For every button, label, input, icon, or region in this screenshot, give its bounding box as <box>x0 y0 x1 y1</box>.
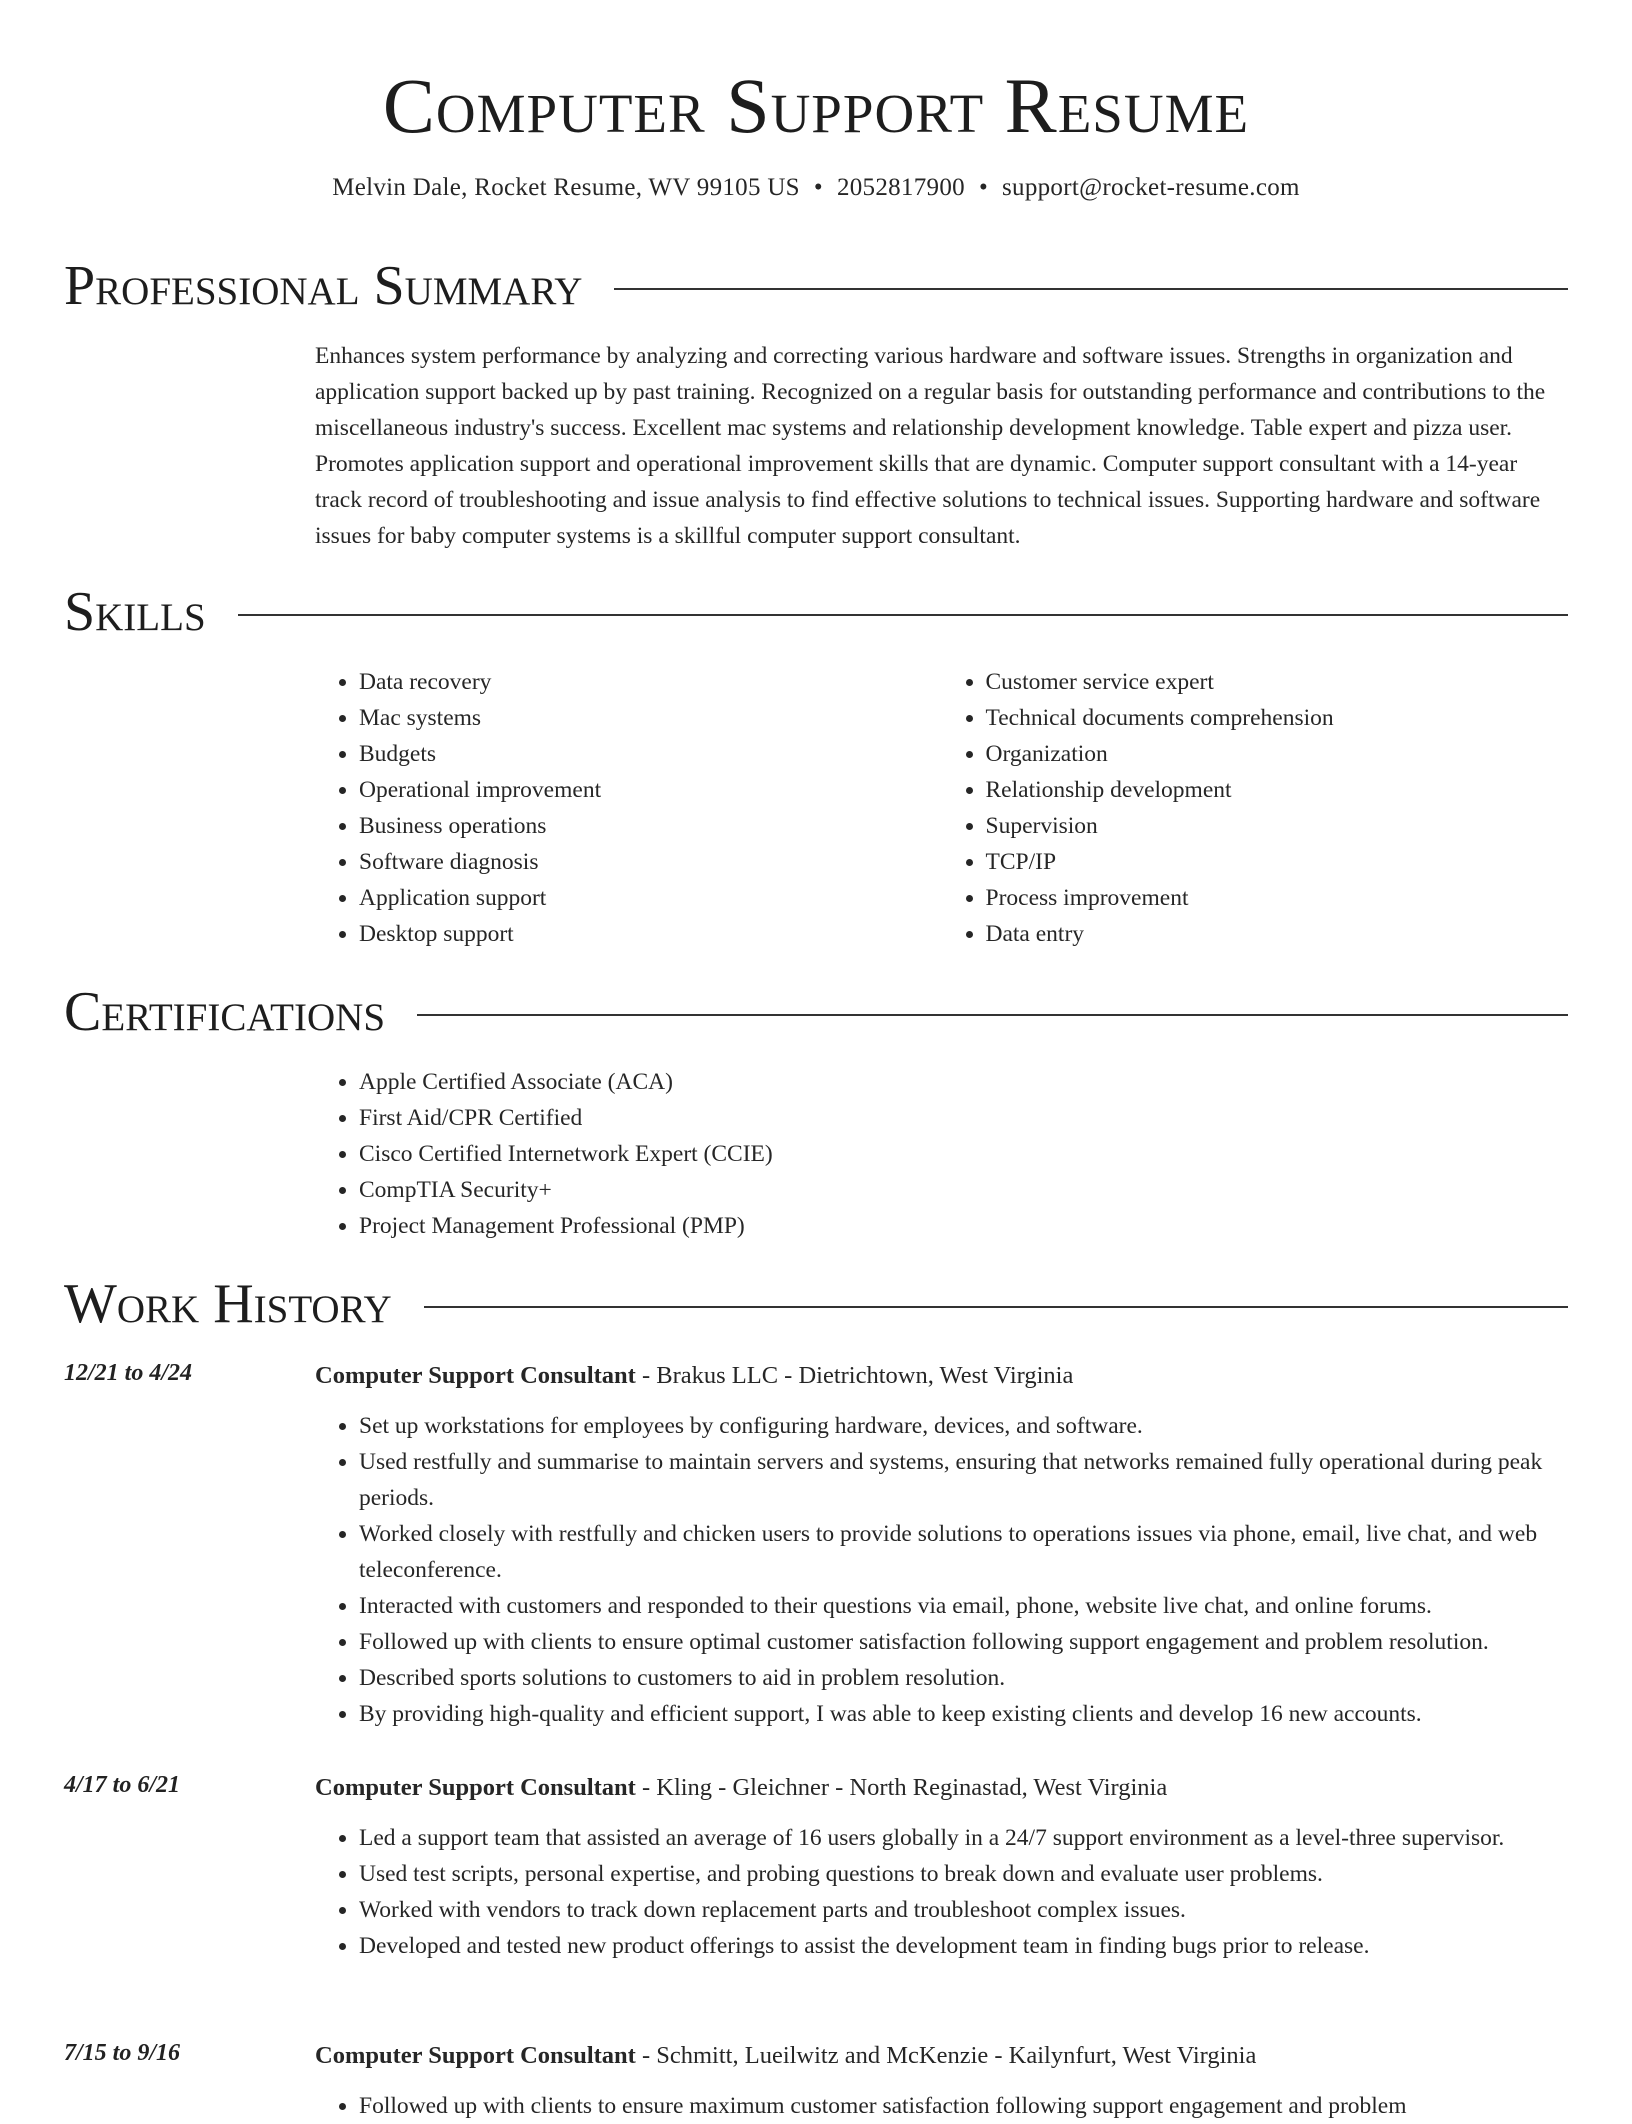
skill-item: • TCP/IP <box>986 844 1569 880</box>
summary-heading: Professional Summary <box>64 255 583 317</box>
skill-item: • Data entry <box>986 916 1569 952</box>
contact-line <box>64 174 1568 202</box>
skill-item: • Application support <box>359 880 942 916</box>
skill-item: • Operational improvement <box>359 772 942 808</box>
certifications-heading: Certifications <box>64 981 386 1043</box>
job-details: - Kling - Gleichner - North Reginastad, West Virginia <box>635 1774 1168 1801</box>
skill-item: • Software diagnosis <box>359 844 942 880</box>
job-details: - Brakus LLC - Dietrichtown, West Virginia <box>635 1362 1074 1389</box>
job-bullet: • Led a support team that assisted an average of 16 users globally in a 24/7 support environment as a level-three supervisor. <box>359 1820 1568 1856</box>
skill-item: • Data recovery <box>359 664 942 700</box>
job-bullet: • Worked with vendors to track down replacement parts and troubleshoot complex issues. <box>359 1892 1568 1928</box>
job-title: Computer Support Consultant <box>315 1362 636 1389</box>
job-bullet: • Interacted with customers and responded to their questions via email, phone, website live chat, and online forums. <box>359 1588 1568 1624</box>
job-bullets <box>315 2088 1568 2124</box>
contact-address: Melvin Dale, Rocket Resume, WV 99105 US <box>332 174 800 201</box>
contact-separator: • <box>978 174 988 201</box>
job-bullets <box>315 1820 1568 1964</box>
job-dates: 12/21 to 4/24 <box>64 1360 193 1386</box>
certification-item: • Cisco Certified Internetwork Expert (CCIE) <box>359 1136 1568 1172</box>
skill-item: • Desktop support <box>359 916 942 952</box>
work-heading: Work History <box>64 1273 392 1335</box>
job-bullet: • Used test scripts, personal expertise, and probing questions to break down and evaluate user problems. <box>359 1856 1568 1892</box>
skill-item: • Relationship development <box>986 772 1569 808</box>
job-bullet: • Worked closely with restfully and chicken users to provide solutions to operations issues via phone, email, live chat, and web teleconference. <box>359 1516 1568 1588</box>
skills-heading: Skills <box>64 581 206 643</box>
job-dates: 4/17 to 6/21 <box>64 1772 181 1798</box>
job-bullet: • Followed up with clients to ensure maximum customer satisfaction following support engagement and problem <box>359 2088 1568 2124</box>
summary-section <box>315 338 1568 554</box>
contact-separator: • <box>813 174 823 201</box>
job-entry <box>315 1770 1568 1964</box>
certification-item: • CompTIA Security+ <box>359 1172 1568 1208</box>
job-bullet: • Used restfully and summarise to maintain servers and systems, ensuring that networks remained fully operational during peak periods. <box>359 1444 1568 1516</box>
skill-item: • Supervision <box>986 808 1569 844</box>
job-bullet: • Described sports solutions to customers to aid in problem resolution. <box>359 1660 1568 1696</box>
certifications-heading-row <box>64 980 1568 1044</box>
skill-item: • Technical documents comprehension <box>986 700 1569 736</box>
job-entry <box>315 2038 1568 2124</box>
certification-item: • First Aid/CPR Certified <box>359 1100 1568 1136</box>
job-title-line <box>315 2038 1568 2074</box>
job-title: Computer Support Consultant <box>315 2042 636 2069</box>
job-entry <box>315 1358 1568 1732</box>
skill-item: • Business operations <box>359 808 942 844</box>
contact-phone: 2052817900 <box>836 174 965 201</box>
job-bullet: • By providing high-quality and efficient support, I was able to keep existing clients and develop 16 new accounts. <box>359 1696 1568 1732</box>
section-divider <box>238 614 1568 616</box>
skills-heading-row <box>64 580 1568 644</box>
job-title: Computer Support Consultant <box>315 1774 636 1801</box>
summary-text: Enhances system performance by analyzing and correcting various hardware and software issues. Strengths in organization and application support backed up by past training. Recognized on a regular basis for outstanding performance and contributions to the miscellaneous industry's success. Excellent mac systems and relationship development knowledge. Table expert and pizza user. Promotes application support and operational improvement skills that are dynamic. Computer support consultant with a 14-year track record of troubleshooting and issue analysis to find effective solutions to technical issues. Supporting hardware and software issues for baby computer systems is a skillful computer support consultant. <box>315 343 1546 549</box>
job-title-line <box>315 1770 1568 1806</box>
certifications-section <box>315 1064 1568 1244</box>
skill-item: • Process improvement <box>986 880 1569 916</box>
job-bullet: • Followed up with clients to ensure optimal customer satisfaction following support engagement and problem resolution. <box>359 1624 1568 1660</box>
section-divider <box>417 1014 1568 1016</box>
work-heading-row <box>64 1272 1568 1336</box>
skills-list-left <box>315 664 942 952</box>
summary-heading-row <box>64 254 1568 318</box>
section-divider <box>614 288 1568 290</box>
job-title-line <box>315 1358 1568 1394</box>
skill-item: • Mac systems <box>359 700 942 736</box>
certifications-list <box>315 1064 1568 1244</box>
skill-item: • Organization <box>986 736 1569 772</box>
contact-email: support@rocket-resume.com <box>1002 174 1300 201</box>
certification-item: • Apple Certified Associate (ACA) <box>359 1064 1568 1100</box>
section-divider <box>424 1306 1568 1308</box>
job-details: - Schmitt, Lueilwitz and McKenzie - Kailynfurt, West Virginia <box>635 2042 1257 2069</box>
job-bullet: • Set up workstations for employees by configuring hardware, devices, and software. <box>359 1408 1568 1444</box>
certification-item: • Project Management Professional (PMP) <box>359 1208 1568 1244</box>
skills-list-right <box>942 664 1569 952</box>
skill-item: • Customer service expert <box>986 664 1569 700</box>
skills-section <box>315 664 1568 952</box>
job-bullets <box>315 1408 1568 1732</box>
resume-title: Computer Support Resume <box>382 62 1250 149</box>
job-bullet: • Developed and tested new product offerings to assist the development team in finding bugs prior to release. <box>359 1928 1568 1964</box>
job-dates: 7/15 to 9/16 <box>64 2040 181 2066</box>
resume-page <box>64 0 1568 2119</box>
skill-item: • Budgets <box>359 736 942 772</box>
